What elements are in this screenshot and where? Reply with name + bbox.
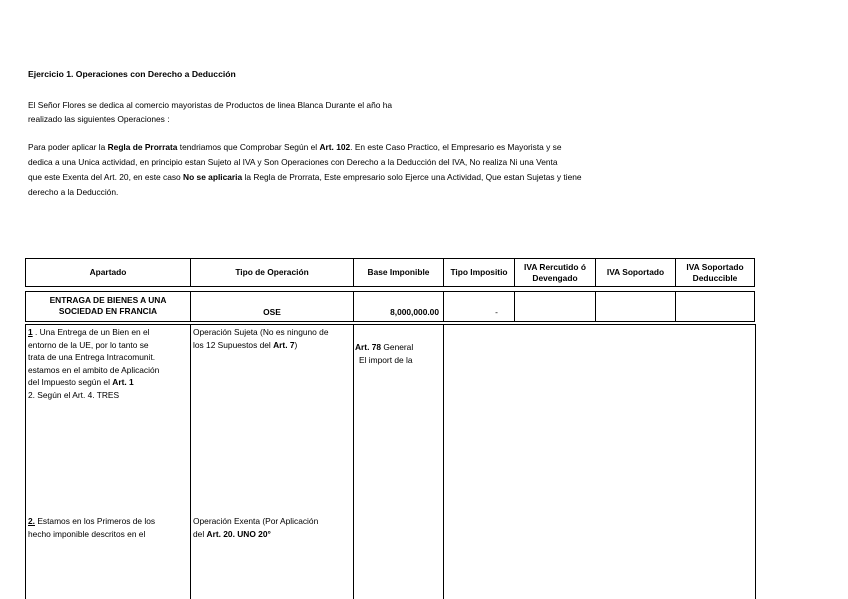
detail1-base-line-2: El import de la <box>359 354 413 365</box>
detail1-num: 1 <box>28 327 33 337</box>
detail1-line-5-bold: Art. 1 <box>112 377 134 387</box>
detail1-line-2: entorno de la UE, por lo tanto se <box>28 339 149 350</box>
detail1-apartado <box>28 326 188 401</box>
detail1-line-1-text: . Una Entrega de un Bien en el <box>32 327 150 337</box>
header-apartado: Apartado <box>89 267 127 277</box>
detail1-tipo-line-2 <box>193 339 353 352</box>
detail2-num: 2. <box>28 516 35 526</box>
header-iva-soportado: IVA Soportado <box>606 267 665 277</box>
detail2-tipo-line-2-bold: Art. 20. UNO 20° <box>206 528 271 539</box>
paragraph-line-2: dedica a una Unica actividad, en principio estan Sujeto al IVA y Son Operaciones con Derecho a la Deducción del IVA, No realiza Ni una Venta <box>28 157 558 167</box>
detail2-line-1 <box>28 515 188 528</box>
row1-iva-soportado <box>596 292 675 321</box>
detail-divider <box>190 324 191 599</box>
header-tipo-impositivo: Tipo Impositio <box>450 267 508 277</box>
detail1-tipo-line-2-bold: Art. 7 <box>273 339 295 350</box>
p3-text-a: que este Exenta del Art. 20, en este caso <box>28 172 184 182</box>
detail1-tipo-line-2-end: ) <box>294 339 298 350</box>
detail1-tipo-operacion <box>193 326 353 351</box>
intro-line-2: realizado las siguientes Operaciones : <box>28 114 170 124</box>
detail2-tipo-line-1: Operación Exenta (Por Aplicación <box>193 516 319 526</box>
header-iva-repercutido: IVA Rercutido ó Devengado <box>524 261 586 283</box>
row1-base-imponible: 8,000,000.00 <box>390 307 439 317</box>
header-base-imponible: Base Imponible <box>367 267 430 277</box>
p1-bold-art: Art. 102 <box>319 142 351 152</box>
detail1-tipo-line-2-text: los 12 Supuestos del <box>193 339 274 350</box>
detail1-tipo-line-1: Operación Sujeta (No es ninguno de <box>193 327 329 337</box>
detail2-line-2: hecho imponible descritos en el <box>28 528 146 539</box>
p1-text-e: . En este Caso Practico, el Empresario es Mayorista y se <box>350 142 562 152</box>
detail1-base-text: General <box>381 342 414 352</box>
exercise-title: Ejercicio 1. Operaciones con Derecho a Deducción <box>28 69 236 79</box>
detail2-tipo-line-2-text: del <box>193 528 207 539</box>
detail2-tipo-line-2 <box>193 528 353 541</box>
detail1-base-imponible <box>355 341 443 366</box>
detail1-base-line-1 <box>355 341 443 354</box>
row1-iva-repercutido <box>515 292 595 321</box>
detail1-line-5 <box>28 376 188 389</box>
detail1-line-6: 2. Según el Art. 4. TRES <box>28 389 120 400</box>
detail2-tipo-operacion <box>193 515 353 540</box>
p1-bold-prorrata: Regla de Prorrata <box>107 142 178 152</box>
p3-bold-no-aplicaria: No se aplicaria <box>183 172 243 182</box>
p3-text-c: la Regla de Prorrata, Este empresario solo Ejerce una Actividad, Que estan Sujetas y tiene <box>242 172 582 182</box>
detail-divider <box>353 324 354 599</box>
p1-text-c: tendriamos que Comprobar Según el <box>177 142 320 152</box>
detail-divider <box>25 324 26 599</box>
detail-divider <box>443 324 444 599</box>
row1-tipo-impositivo: - <box>495 307 498 317</box>
header-iva-soportado-deducible: IVA Soportado Deduccible <box>686 261 744 283</box>
detail1-line-4: estamos en el ambito de Aplicación <box>28 364 160 375</box>
paragraph-line-1 <box>28 141 562 153</box>
p1-text-a: Para poder aplicar la <box>28 142 108 152</box>
paragraph-line-3 <box>28 171 582 183</box>
row1-apartado: ENTRAGA DE BIENES A UNA SOCIEDAD EN FRANCIA <box>49 294 167 316</box>
header-tipo-operacion: Tipo de Operación <box>235 267 309 277</box>
row1-tipo-operacion: OSE <box>263 307 281 317</box>
intro-line-1: El Señor Flores se dedica al comercio mayoristas de Productos de linea Blanca Durante el año ha <box>28 100 393 110</box>
detail1-line-5-text: del Impuesto según el <box>28 377 113 387</box>
paragraph-line-4: derecho a la Deducción. <box>28 187 119 197</box>
detail1-line-1 <box>28 326 188 339</box>
detail1-line-3: trata de una Entrega Intracomunit. <box>28 352 156 362</box>
detail1-base-bold: Art. 78 <box>355 342 382 352</box>
detail2-apartado <box>28 515 188 540</box>
detail2-line-1-text: Estamos en los Primeros de los <box>35 516 156 526</box>
row1-iva-soportado-deducible <box>676 292 754 321</box>
